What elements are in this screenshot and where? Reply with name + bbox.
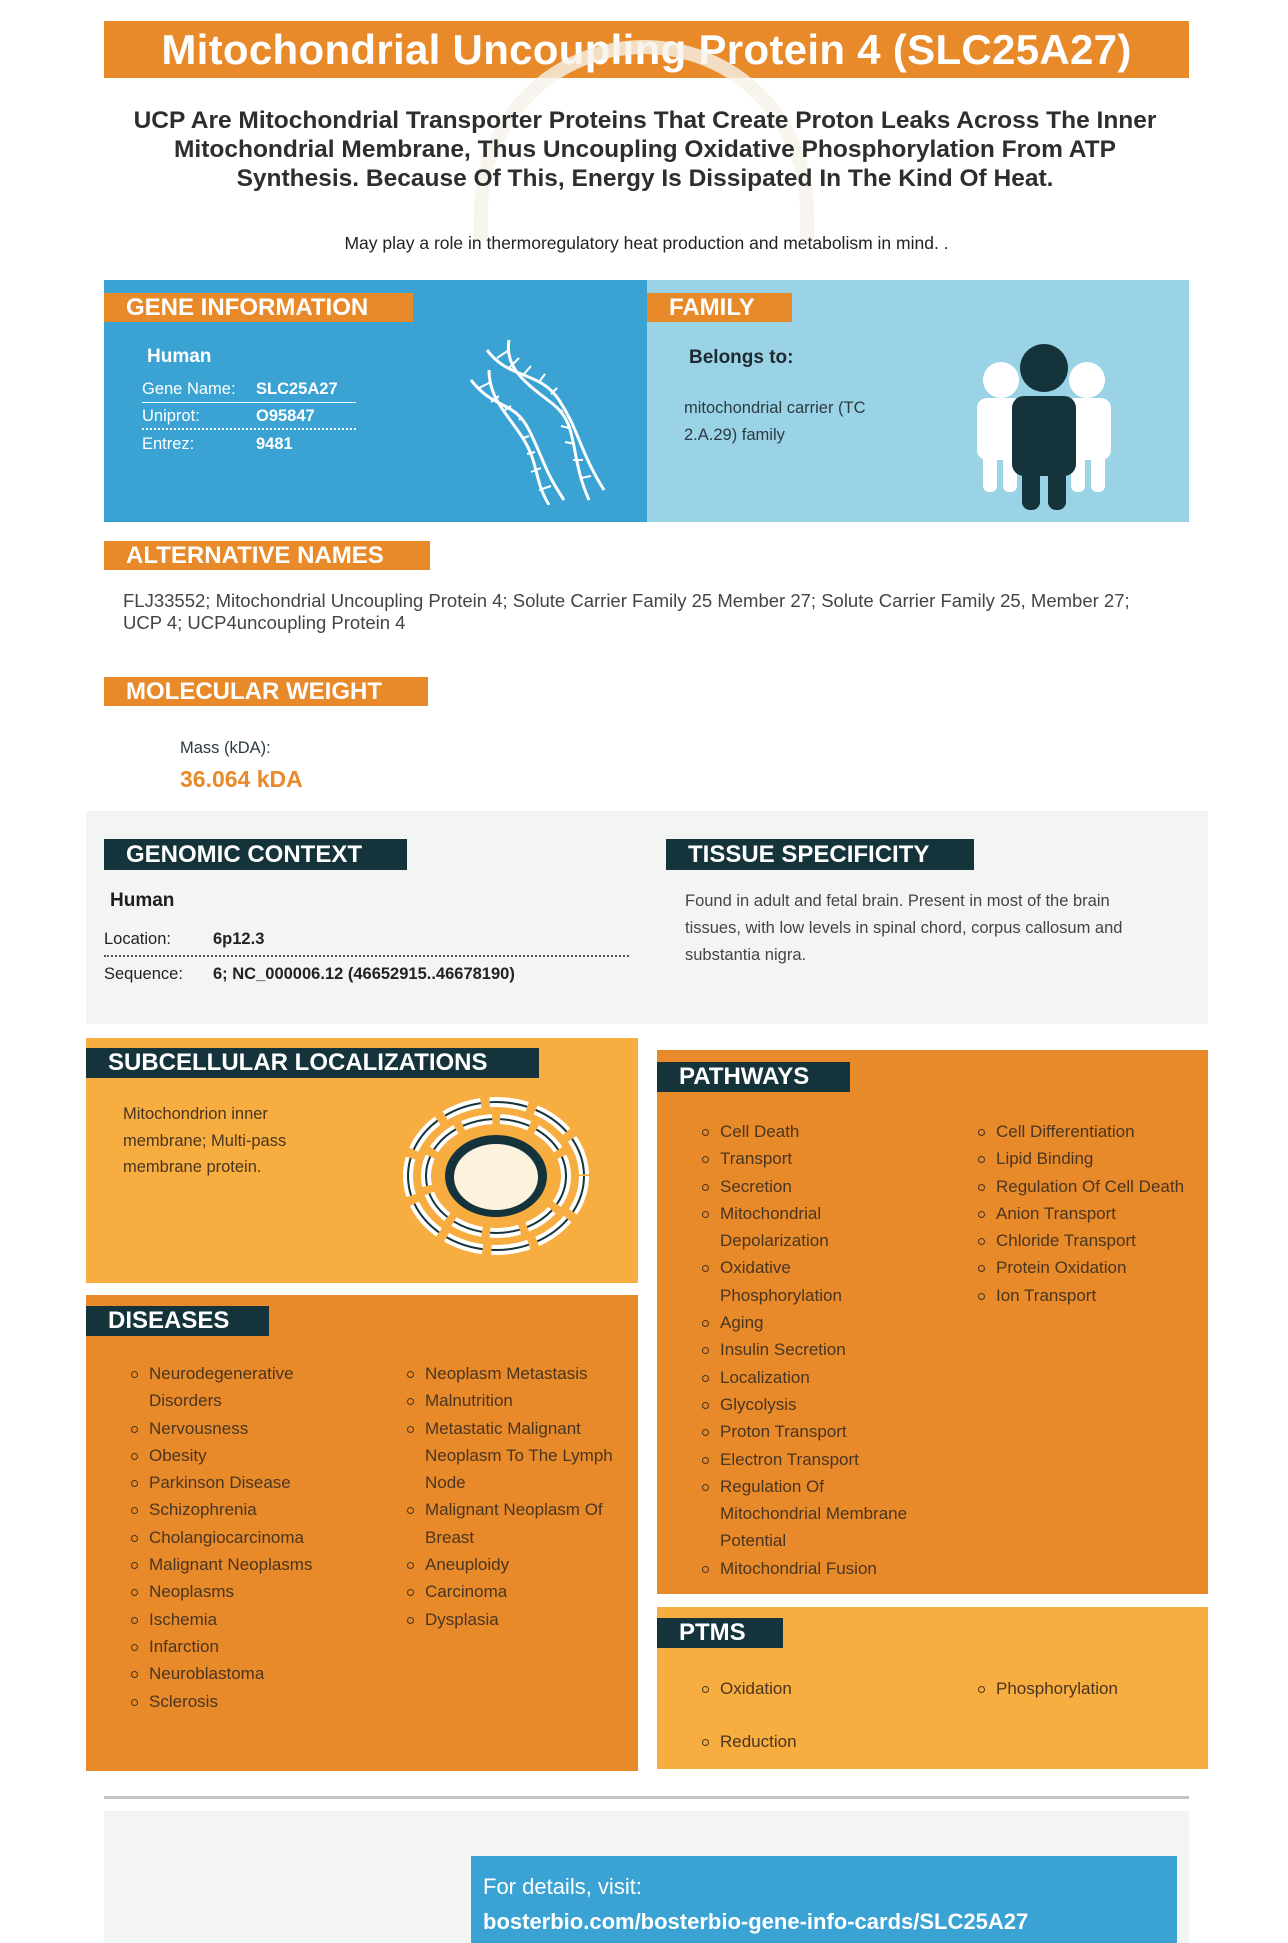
list-item: Mitochondrial Depolarization (700, 1200, 910, 1255)
page-subtitle: UCP Are Mitochondrial Transporter Proteins That Create Proton Leaks Across The Inner Mitochondrial Membrane, Thus Uncoupling Oxidative Phosphorylation From ATP Synthesis. Because Of This, Energy Is Dissipated In The Kind Of Heat. (133, 107, 1157, 192)
list-item: Mitochondrial Fusion (700, 1555, 910, 1582)
list-item: Infarction (129, 1633, 339, 1660)
family-heading: FAMILY (647, 293, 792, 322)
list-item: Nervousness (129, 1415, 339, 1442)
alternative-names-text: FLJ33552; Mitochondrial Uncoupling Protein 4; Solute Carrier Family 25 Member 27; Solute Carrier Family 25, Member 27; UCP 4; UCP4uncoupling Protein 4 (123, 590, 1130, 633)
gene-information-heading: GENE INFORMATION (104, 293, 413, 322)
location-row (104, 924, 629, 957)
list-item: Reduction (700, 1728, 910, 1755)
gene-name-value: SLC25A27 (256, 380, 338, 398)
sequence-value: 6; NC_000006.12 (46652915..46678190) (213, 965, 515, 983)
tissue-specificity-heading: TISSUE SPECIFICITY (666, 839, 974, 870)
list-item: Regulation Of Mitochondrial Membrane Potential (700, 1473, 910, 1555)
gene-information-panel (104, 280, 647, 522)
list-item: Lipid Binding (976, 1145, 1201, 1172)
list-item: Ischemia (129, 1606, 339, 1633)
family-people-icon (969, 340, 1119, 512)
location-label: Location: (104, 930, 171, 948)
list-item: Localization (700, 1364, 910, 1391)
list-item: Metastatic Malignant Neoplasm To The Lymph Node (405, 1415, 625, 1497)
subcellular-panel (86, 1038, 638, 1283)
family-panel (647, 280, 1189, 522)
list-item: Anion Transport (976, 1200, 1201, 1227)
gene-species: Human (147, 346, 212, 367)
diseases-list-col1 (129, 1360, 339, 1715)
uniprot-label: Uniprot: (142, 407, 200, 425)
mitochondrion-icon (396, 1086, 596, 1266)
list-item: Carcinoma (405, 1578, 625, 1605)
list-item: Neoplasms (129, 1578, 339, 1605)
list-item: Ion Transport (976, 1282, 1201, 1309)
list-item: Malignant Neoplasm Of Breast (405, 1496, 625, 1551)
list-item: Oxidative Phosphorylation (700, 1254, 910, 1309)
list-item: Aging (700, 1309, 910, 1336)
mass-value: 36.064 kDA (180, 766, 303, 792)
divider (104, 1796, 1189, 1799)
alternative-names-heading: ALTERNATIVE NAMES (104, 541, 430, 570)
family-text: mitochondrial carrier (TC 2.A.29) family (684, 399, 866, 444)
list-item: Phosphorylation (976, 1675, 1186, 1702)
uniprot-row (142, 403, 356, 430)
entrez-label: Entrez: (142, 435, 195, 453)
footer-link-box[interactable] (471, 1856, 1177, 1943)
list-item: Protein Oxidation (976, 1254, 1201, 1281)
diseases-heading: DISEASES (86, 1306, 269, 1336)
list-item: Neurodegenerative Disorders (129, 1360, 339, 1415)
list-item: Schizophrenia (129, 1496, 339, 1523)
sequence-label: Sequence: (104, 965, 183, 983)
pathways-heading: PATHWAYS (657, 1062, 850, 1092)
list-item: Cell Differentiation (976, 1118, 1201, 1145)
pathways-list-col2 (976, 1118, 1201, 1309)
mass-label: Mass (kDA): (180, 739, 271, 757)
list-item: Malignant Neoplasms (129, 1551, 339, 1578)
ptms-list-col2 (976, 1675, 1186, 1702)
list-item: Parkinson Disease (129, 1469, 339, 1496)
footer-line1: For details, visit: (483, 1874, 642, 1899)
list-item: Oxidation (700, 1675, 910, 1702)
list-item: Transport (700, 1145, 910, 1172)
sequence-row (104, 959, 629, 989)
page-description: May play a role in thermoregulatory heat production and metabolism in mind. . (344, 233, 949, 253)
genomic-context-heading: GENOMIC CONTEXT (104, 839, 407, 870)
uniprot-value: O95847 (256, 407, 315, 425)
gene-name-label: Gene Name: (142, 380, 236, 398)
list-item: Cholangiocarcinoma (129, 1524, 339, 1551)
subcellular-heading: SUBCELLULAR LOCALIZATIONS (86, 1048, 539, 1078)
molecular-weight-heading: MOLECULAR WEIGHT (104, 677, 428, 706)
list-item: Regulation Of Cell Death (976, 1173, 1201, 1200)
location-value: 6p12.3 (213, 930, 265, 948)
list-item: Aneuploidy (405, 1551, 625, 1578)
list-item: Electron Transport (700, 1446, 910, 1473)
entrez-row (142, 431, 356, 458)
ptms-heading: PTMS (657, 1618, 783, 1648)
list-item: Neuroblastoma (129, 1660, 339, 1687)
page-title: Mitochondrial Uncoupling Protein 4 (SLC25A27) (104, 21, 1189, 78)
list-item: Glycolysis (700, 1391, 910, 1418)
list-item: Cell Death (700, 1118, 910, 1145)
list-item: Neoplasm Metastasis (405, 1360, 625, 1387)
subcellular-text: Mitochondrion inner membrane; Multi-pass membrane protein. (123, 1105, 287, 1176)
footer-url[interactable]: bosterbio.com/bosterbio-gene-info-cards/SLC25A27 (483, 1909, 1029, 1934)
family-belongs-label: Belongs to: (689, 347, 794, 368)
list-item: Secretion (700, 1173, 910, 1200)
list-item: Proton Transport (700, 1418, 910, 1445)
list-item: Malnutrition (405, 1387, 625, 1414)
list-item: Insulin Secretion (700, 1336, 910, 1363)
ptms-panel (657, 1607, 1208, 1769)
entrez-value: 9481 (256, 435, 293, 453)
gene-name-row (142, 376, 356, 403)
list-item: Dysplasia (405, 1606, 625, 1633)
list-item: Obesity (129, 1442, 339, 1469)
ptms-list-col1 (700, 1675, 910, 1756)
diseases-panel (86, 1295, 638, 1771)
list-item: Sclerosis (129, 1688, 339, 1715)
tissue-specificity-text: Found in adult and fetal brain. Present in most of the brain tissues, with low levels in spinal chord, corpus callosum and substantia nigra. (685, 892, 1123, 964)
diseases-list-col2 (405, 1360, 625, 1633)
genomic-species: Human (110, 890, 175, 911)
list-item: Chloride Transport (976, 1227, 1201, 1254)
pathways-panel (657, 1050, 1208, 1594)
dna-icon (469, 340, 619, 505)
pathways-list-col1 (700, 1118, 910, 1582)
